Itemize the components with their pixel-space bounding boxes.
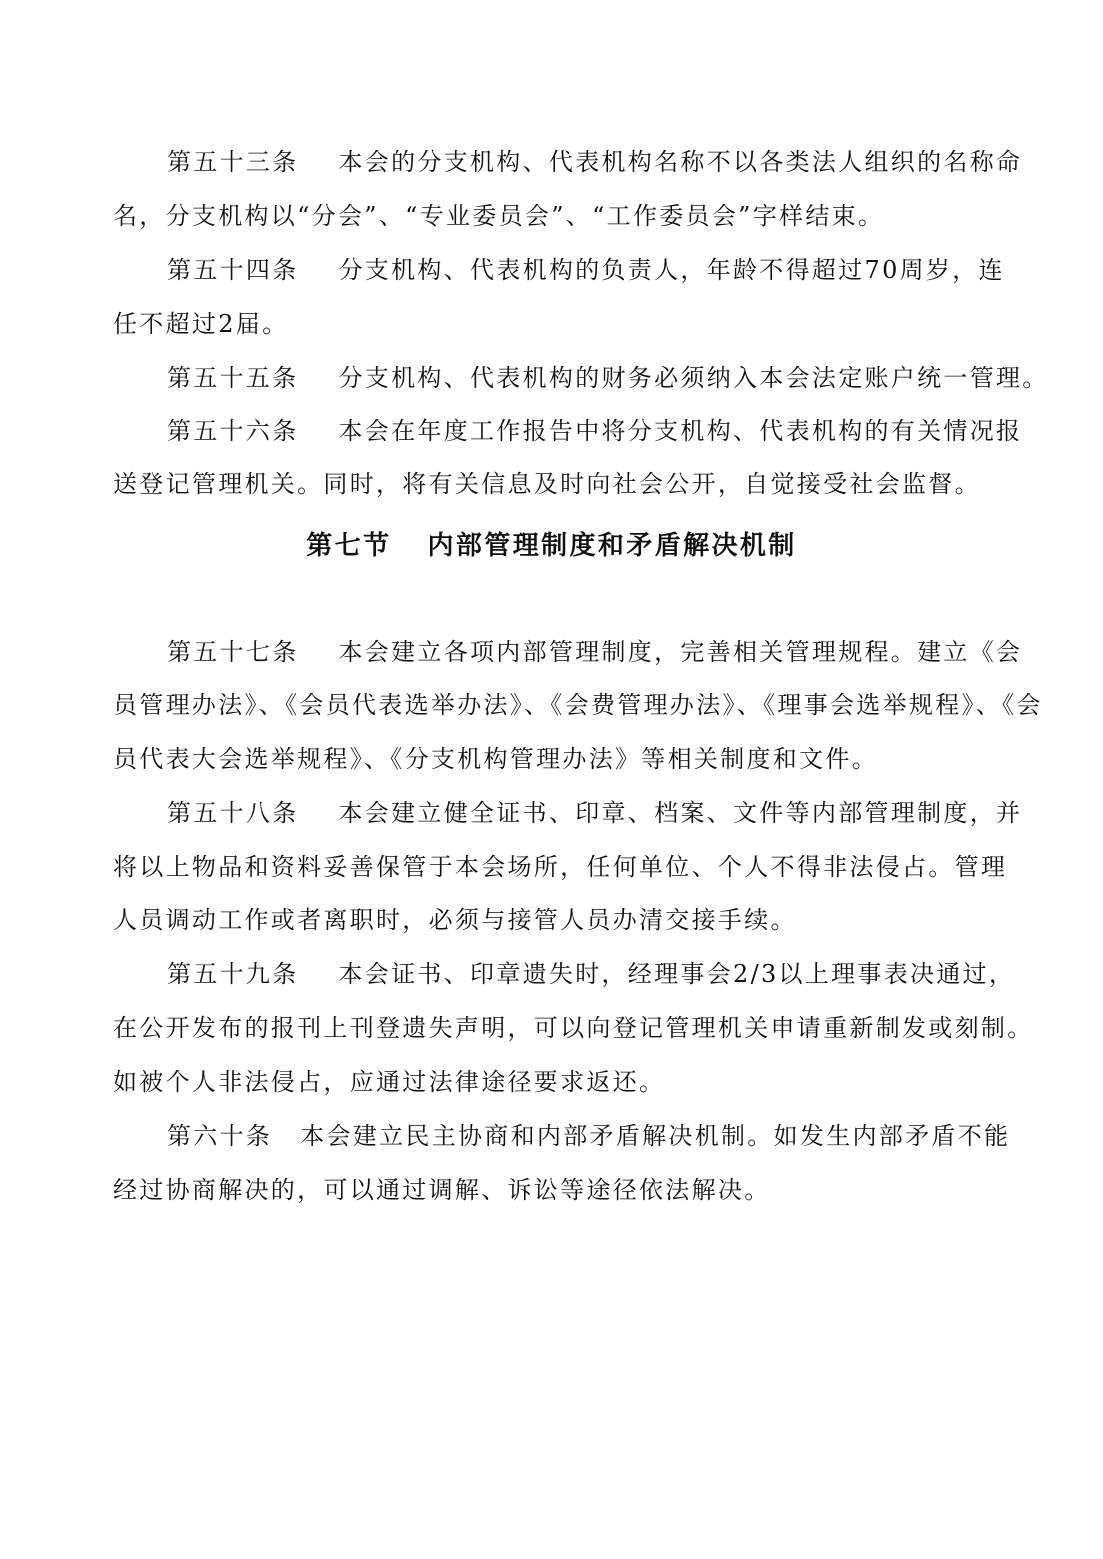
article-59-text-1: 本会证书、印章遗失时，经理事会2/3以上理事表决通过， (338, 960, 1016, 988)
article-55-label: 第五十五条 (167, 364, 299, 392)
article-54-line-1 (167, 255, 1067, 285)
article-57-line-1 (167, 637, 1067, 667)
article-59-label: 第五十九条 (167, 960, 299, 988)
article-57-line-3: 员代表大会选举规程》、《分支机构管理办法》等相关制度和文件。 (113, 745, 878, 773)
article-58-line-1 (167, 798, 1067, 828)
article-54-text-1: 分支机构、代表机构的负责人，年龄不得超过70周岁，连 (338, 256, 1005, 284)
article-54-line-2: 任不超过2届。 (113, 310, 289, 338)
article-58-text-1: 本会建立健全证书、印章、档案、文件等内部管理制度，并 (338, 799, 1023, 827)
article-60-line-2: 经过协商解决的，可以通过调解、诉讼等途径依法解决。 (113, 1176, 771, 1204)
article-56-line-1 (167, 416, 1067, 446)
article-59-line-1 (167, 959, 1067, 989)
article-57-label: 第五十七条 (167, 638, 299, 666)
article-57-text-1: 本会建立各项内部管理制度，完善相关管理规程。建立《会 (338, 638, 1023, 666)
article-53-text-1: 本会的分支机构、代表机构名称不以各类法人组织的名称命 (338, 148, 1023, 176)
article-53-label: 第五十三条 (167, 148, 299, 176)
article-56-line-2: 送登记管理机关。同时，将有关信息及时向社会公开，自觉接受社会监督。 (113, 470, 981, 498)
article-55-text-1: 分支机构、代表机构的财务必须纳入本会法定账户统一管理。 (338, 364, 1049, 392)
article-60-text-1: 本会建立民主协商和内部矛盾解决机制。如发生内部矛盾不能 (300, 1122, 1011, 1150)
article-58-line-2: 将以上物品和资料妥善保管于本会场所，任何单位、个人不得非法侵占。管理 (113, 853, 1008, 881)
article-57-line-2: 员管理办法》、《会员代表选举办法》、《会费管理办法》、《理事会选举规程》、《会 (113, 691, 1043, 719)
article-53-line-1 (167, 147, 1067, 177)
article-56-label: 第五十六条 (167, 417, 299, 445)
article-60-label: 第六十条 (167, 1122, 273, 1150)
section-7-title: 内部管理制度和矛盾解决机制 (427, 531, 797, 561)
article-54-label: 第五十四条 (167, 256, 299, 284)
article-59-line-2: 在公开发布的报刊上刊登遗失声明，可以向登记管理机关申请重新制发或刻制。 (113, 1014, 1034, 1042)
article-59-line-3: 如被个人非法侵占，应通过法律途径要求返还。 (113, 1068, 666, 1096)
article-60-line-1 (167, 1121, 1067, 1151)
article-56-text-1: 本会在年度工作报告中将分支机构、代表机构的有关情况报 (338, 417, 1023, 445)
article-55-line-1 (167, 363, 1067, 393)
article-58-label: 第五十八条 (167, 799, 299, 827)
section-7-number: 第七节 (306, 531, 392, 561)
article-58-line-3: 人员调动工作或者离职时，必须与接管人员办清交接手续。 (113, 906, 797, 934)
article-53-line-2: 名，分支机构以“分会”、“专业委员会”、“工作委员会”字样结束。 (113, 202, 885, 230)
section-7-heading (0, 530, 1103, 562)
